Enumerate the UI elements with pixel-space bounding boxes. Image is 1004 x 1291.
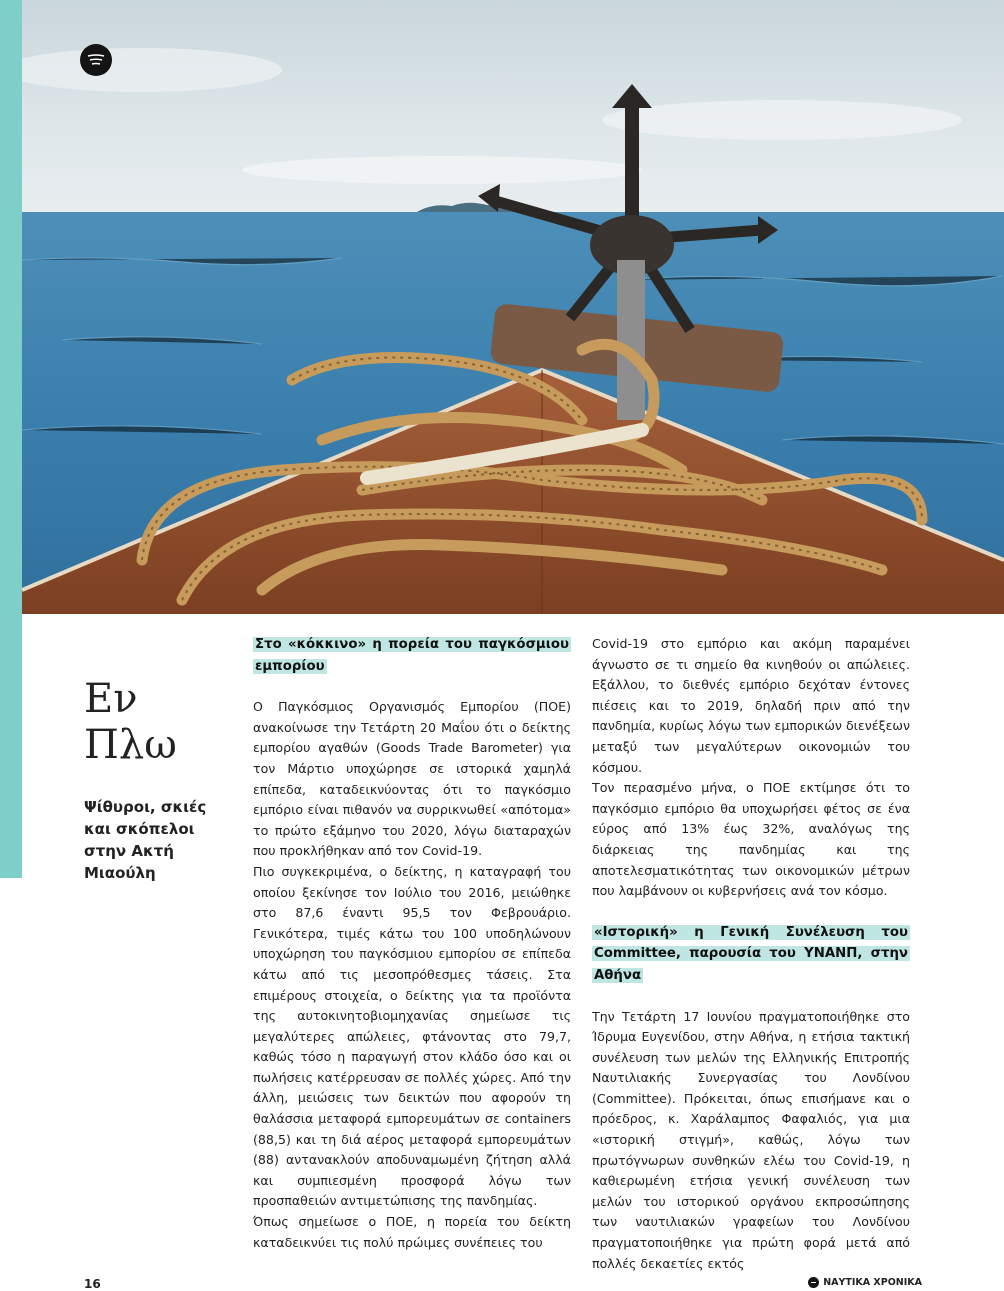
accent-sidebar-strip bbox=[0, 0, 22, 878]
section-title-line-2: Πλω bbox=[84, 722, 177, 768]
article-column-2 bbox=[592, 634, 910, 1274]
paragraph: Όπως σημείωσε ο ΠΟΕ, η πορεία του δείκτη καταδεικνύει τις πολύ πρώιμες συνέπειες του bbox=[253, 1214, 571, 1250]
footer-brand-label: ΝΑΥΤΙΚΑ ΧΡΟΝΙΚΑ bbox=[823, 1277, 922, 1288]
section-subtitle: Ψίθυροι, σκιές και σκόπελοι στην Ακτή Μιαούλη bbox=[84, 798, 207, 882]
brand-logo-icon bbox=[808, 1277, 819, 1288]
article-column-1 bbox=[253, 634, 571, 1253]
magazine-logo-icon bbox=[80, 44, 112, 76]
paragraph: Πιο συγκεκριμένα, ο δείκτης, η καταγραφή του οποίου ξεκίνησε τον Ιούλιο του 2016, μειώθηκε στο 87,6 έναντι 95,5 τον Φεβρουάριο. Γενικότερα, τιμές κάτω του 100 υποδηλώνουν υποχώρηση του παγκόσμιου εμπορίου σε επίπεδα κάτω από τις μεσοπρόθεσμες τάσεις. Στα επιμέρους στοιχεία, ο δείκτης για τα προϊόντα της αυτοκινητοβιομηχανίας σημείωσε τις μεγαλύτερες απώλειες, φτάνοντας στο 79,7, καθώς τόσο η παραγωγή στον κλάδο όσο και οι πωλήσεις κατέρρευσαν σε πολλές χώρες. Από την άλλη, μειώσεις των δεικτών που αφορούν τη θαλάσσια μεταφορά εμπορευμάτων σε containers (88,5) και τη διά αέρος μεταφορά εμπορευμάτων (88) αντανακλούν αποδυναμωμένη ζήτηση αλλά και συμπιεσμένη προσφορά λόγω των προσπαθειών αντιμετώπισης της πανδημίας. bbox=[253, 863, 571, 1209]
section-title bbox=[84, 676, 204, 768]
hero-illustration bbox=[22, 0, 1004, 614]
paragraph: Covid-19 στο εμπόριο και ακόμη παραμένει άγνωστο σε τι σημείο θα κινηθούν οι απώλειες. Εξάλλου, το διεθνές εμπόριο δεχόταν έντονες πιέσεις και το 2019, δηλαδή πριν από την πανδημία, κυρίως λόγω των εμπορικών διενέξεων μεταξύ των μεγαλύτερων οικονομιών του κόσμου. bbox=[592, 636, 910, 775]
article-heading-world-trade: Στο «κόκκινο» η πορεία του παγκόσμιου εμπορίου bbox=[255, 637, 569, 674]
paragraph: Ο Παγκόσμιος Οργανισμός Εμπορίου (ΠΟΕ) ανακοίνωσε την Τετάρτη 20 Μαΐου ότι ο δείκτης εμπορίου αγαθών (Goods Trade Barometer) για τον Μάρτιο υποχώρησε σε ιστορικά χαμηλά επίπεδα, καταδεικνύοντας ότι το παγκόσμιο εμπόριο είναι πιθανόν να συρρικνωθεί «απότομα» το πρώτο εξάμηνο του 2020, λόγω διαταραχών που προκλήθηκαν από τον Covid-19. bbox=[253, 699, 571, 859]
section-title-line-1: Εν bbox=[84, 676, 138, 722]
page-number: 16 bbox=[84, 1277, 101, 1291]
wave-lines-icon bbox=[87, 54, 105, 66]
footer-brand bbox=[808, 1277, 922, 1288]
hero-photo bbox=[22, 0, 1004, 614]
article-heading-committee: «Ιστορική» η Γενική Συνέλευση του Committee, παρουσία του ΥΝΑΝΠ, στην Αθήνα bbox=[594, 924, 908, 983]
paragraph: Την Τετάρτη 17 Ιουνίου πραγματοποιήθηκε στο Ίδρυμα Ευγενίδου, στην Αθήνα, η ετήσια τακτική συνέλευση των μελών της Ελληνικής Επιτροπής Ναυτιλιακής Συνεργασίας του Λονδίνου (Committee). Πρόκειται, όπως επισήμανε και ο πρόεδρος, κ. Χαράλαμπος Φαφαλιός, για μια «ιστορική στιγμή», καθώς, λόγω των πρωτόγνωρων συνθηκών ελέω του Covid-19, η καθιερωμένη ετήσια γενική συνέλευση των μελών του ιστορικού οργάνου εκπροσώπησης των ναυτιλιακών γραφείων του Λονδίνου πραγματοποιήθηκε για πρώτη φορά μετά από πολλές δεκαετίες εκτός bbox=[592, 1008, 910, 1271]
paragraph: Τον περασμένο μήνα, ο ΠΟΕ εκτίμησε ότι το παγκόσμιο εμπόριο θα υποχωρήσει φέτος σε ένα εύρος από 13% έως 32%, αναλόγως της διάρκειας της πανδημίας και της αποτελεσματικότητας των οικονομικών μέτρων που λαμβάνουν οι κυβερνήσεις ανά τον κόσμο. bbox=[592, 780, 910, 899]
